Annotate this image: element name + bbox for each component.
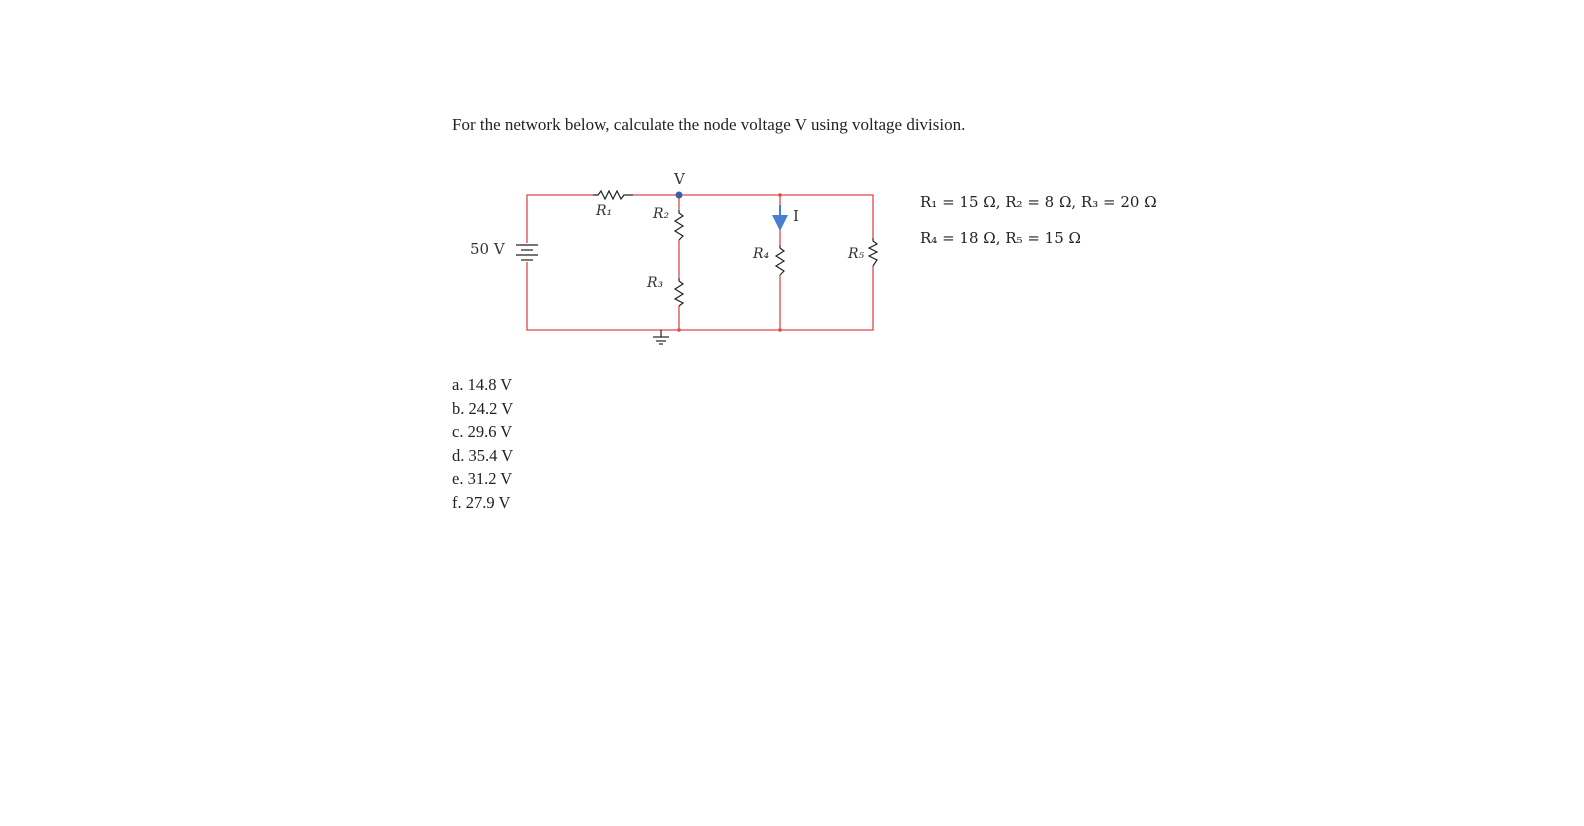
node-v-label: V: [674, 170, 685, 188]
given-values-line-1: R₁ = 15 Ω, R₂ = 8 Ω, R₃ = 20 Ω: [920, 193, 1157, 211]
resistor-r1: [593, 191, 633, 199]
r3-label: R₃: [647, 275, 664, 291]
r2-label: R₂: [653, 206, 670, 222]
resistor-r4: [776, 245, 784, 275]
junction-dot: [778, 193, 782, 197]
junction-dot: [778, 328, 782, 332]
option-f[interactable]: f. 27.9 V: [452, 492, 511, 512]
current-label: I: [793, 207, 799, 225]
wires: [527, 195, 873, 330]
battery-icon: [516, 245, 538, 260]
node-v-dot: [676, 192, 683, 199]
option-c[interactable]: c. 29.6 V: [452, 422, 513, 441]
wire-bottom: [527, 262, 873, 330]
r1-label: R₁: [596, 203, 613, 219]
ground-icon: [653, 330, 669, 344]
source-label: 50 V: [470, 240, 505, 258]
option-b[interactable]: b. 24.2 V: [452, 398, 514, 418]
r5-label: R₅: [848, 246, 865, 262]
resistor-r3: [675, 278, 683, 306]
resistor-r5: [869, 238, 877, 266]
r4-label: R₄: [753, 246, 770, 262]
question-text: For the network below, calculate the node voltage V using voltage division.: [452, 115, 966, 134]
current-arrow-icon: [772, 205, 788, 231]
option-a[interactable]: a. 14.8 V: [452, 375, 513, 394]
answer-options: [452, 373, 513, 514]
option-d[interactable]: d. 35.4 V: [452, 445, 514, 465]
resistor-r2: [675, 210, 683, 240]
option-e[interactable]: e. 31.2 V: [452, 469, 513, 488]
junction-dot: [677, 328, 681, 332]
wire-left-top: [527, 195, 593, 243]
given-values-line-2: R₄ = 18 Ω, R₅ = 15 Ω: [920, 229, 1081, 247]
